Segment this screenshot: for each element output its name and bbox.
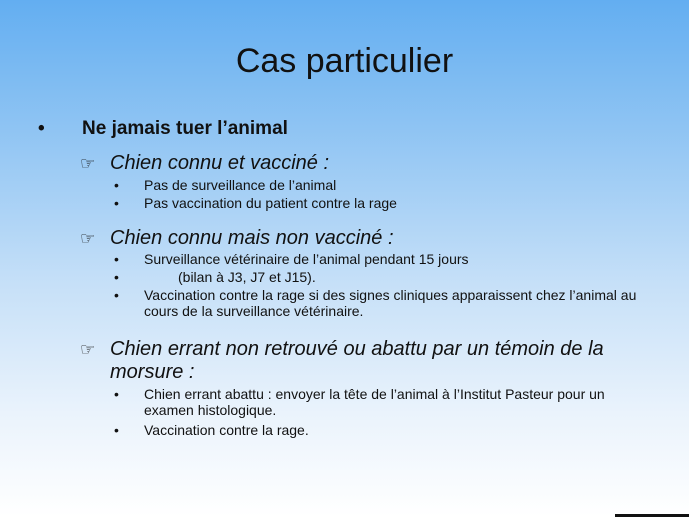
list-item-text: Vaccination contre la rage si des signes cliniques apparaissent chez l’animal au cours de la surveillance vétérinaire.: [144, 287, 637, 319]
section-items: [114, 386, 654, 440]
bullet: •: [114, 251, 119, 267]
list-item: [114, 177, 654, 193]
list-item: [114, 422, 654, 438]
bullet: •: [114, 177, 119, 193]
main-bullet: •: [38, 118, 45, 139]
bullet: •: [114, 269, 119, 285]
list-item-text: Chien errant abattu : envoyer la tête de l’animal à l’Institut Pasteur pour un examen histologique.: [144, 386, 605, 418]
pointing-hand-icon: ☞: [80, 154, 96, 173]
list-item-text: (bilan à J3, J7 et J15).: [178, 269, 316, 285]
section-heading: Chien connu et vacciné :: [110, 152, 330, 174]
pointing-hand-icon: ☞: [80, 340, 96, 359]
list-item-text: Surveillance vétérinaire de l’animal pendant 15 jours: [144, 251, 469, 267]
list-item: [114, 287, 688, 319]
slide-title: Cas particulier: [235, 42, 454, 80]
bullet: •: [114, 287, 119, 303]
list-item: [114, 195, 654, 211]
section-heading: Chien errant non retrouvé ou abattu par un témoin de la morsure :: [110, 338, 604, 383]
bullet: •: [114, 386, 119, 402]
list-item-text: Pas vaccination du patient contre la rage: [144, 195, 397, 211]
main-point-text: Ne jamais tuer l’animal: [82, 118, 288, 139]
section-items: [114, 177, 654, 213]
list-item: [114, 251, 688, 267]
bullet: •: [114, 195, 119, 211]
pointing-hand-icon: ☞: [80, 229, 96, 248]
list-item-text: Pas de surveillance de l’animal: [144, 177, 337, 193]
list-item: [114, 386, 654, 418]
section-items: [114, 251, 688, 321]
bullet: •: [114, 422, 119, 438]
section-heading: Chien connu mais non vacciné :: [110, 227, 394, 249]
list-item: [114, 269, 688, 285]
list-item-text: Vaccination contre la rage.: [144, 422, 309, 438]
